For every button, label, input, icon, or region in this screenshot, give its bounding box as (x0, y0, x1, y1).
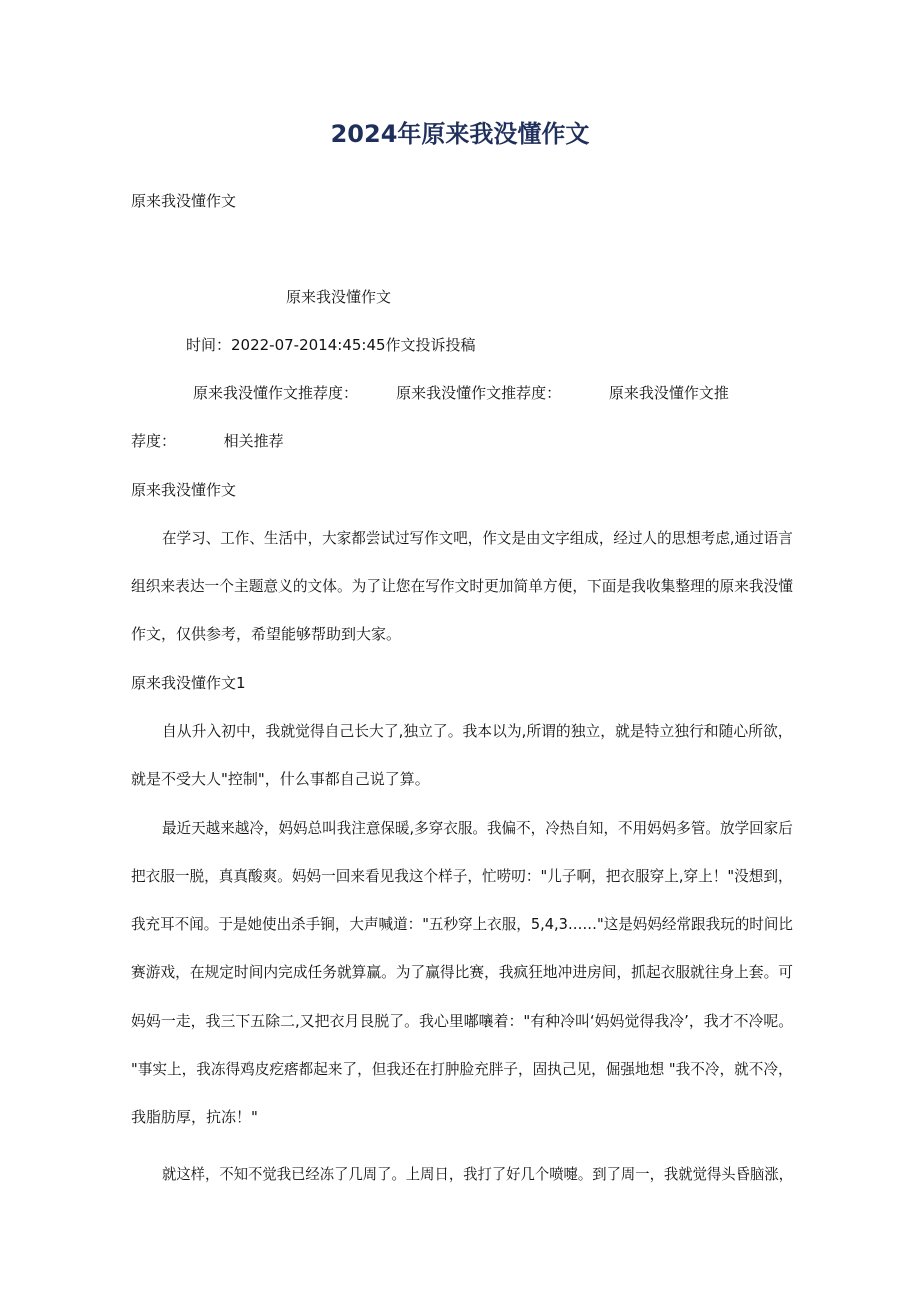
paragraph-line: 妈妈一走，我三下五除二,又把衣月艮脱了。我心里嘟嚷着："有种冷叫‘妈妈觉得我冷’，我才不冷呢。 (131, 1012, 793, 1030)
intro-line: 作文，仅供参考，希望能够帮助到大家。 (131, 625, 402, 643)
document-title: 2024年原来我没懂作文 (330, 120, 590, 148)
meta-line: 时间：2022-07-2014:45:45作文投诉投稿 (186, 336, 476, 354)
paragraph-line: 就是不受大人"控制"，什么事都自己说了算。 (131, 770, 430, 788)
recommend-line-2: 荐度： 相关推荐 (131, 432, 284, 450)
paragraph-line: 把衣服一脱，真真酸爽。妈妈一回来看见我这个样子，忙唠叨："儿子啊，把衣服穿上,穿上！"没想到， (131, 867, 793, 885)
section-heading: 原来我没懂作文 (131, 481, 237, 499)
header-label: 原来我没懂作文 (131, 192, 237, 210)
article-subtitle: 原来我没懂作文 (286, 288, 392, 306)
essay-heading: 原来我没懂作文1 (131, 674, 246, 692)
intro-line: 组织来表达一个主题意义的文体。为了让您在写作文时更加简单方便，下面是我收集整理的原来我没懂 (131, 577, 793, 595)
paragraph-line: 就这样，不知不觉我已经冻了几周了。上周日，我打了好几个喷嚏。到了周一，我就觉得头昏脑涨， (162, 1165, 793, 1183)
paragraph-line: 最近天越来越冷，妈妈总叫我注意保暖,多穿衣服。我偏不，冷热自知，不用妈妈多管。放学回家后 (162, 819, 793, 837)
intro-line: 在学习、工作、生活中，大家都尝试过写作文吧，作文是由文字组成，经过人的思想考虑,通过语言 (162, 529, 793, 547)
paragraph-line: 我充耳不闻。于是她使出杀手锏，大声喊道："五秒穿上衣服，5,4,3……"这是妈妈经常跟我玩的时间比 (131, 915, 793, 933)
paragraph-line: "事实上，我冻得鸡皮疙瘩都起来了，但我还在打肿脸充胖子，固执己见，倔强地想 "我不冷，就不冷， (131, 1060, 793, 1078)
paragraph-line: 自从升入初中，我就觉得自己长大了,独立了。我本以为,所谓的独立，就是特立独行和随心所欲， (162, 722, 793, 740)
paragraph-line: 我脂肪厚，抗冻！" (131, 1108, 258, 1126)
paragraph-line: 赛游戏，在规定时间内完成任务就算赢。为了赢得比赛，我疯狂地冲进房间，抓起衣服就往身上套。可 (131, 963, 793, 981)
recommend-line-1: 原来我没懂作文推荐度： 原来我没懂作文推荐度： 原来我没懂作文推 (193, 384, 729, 402)
